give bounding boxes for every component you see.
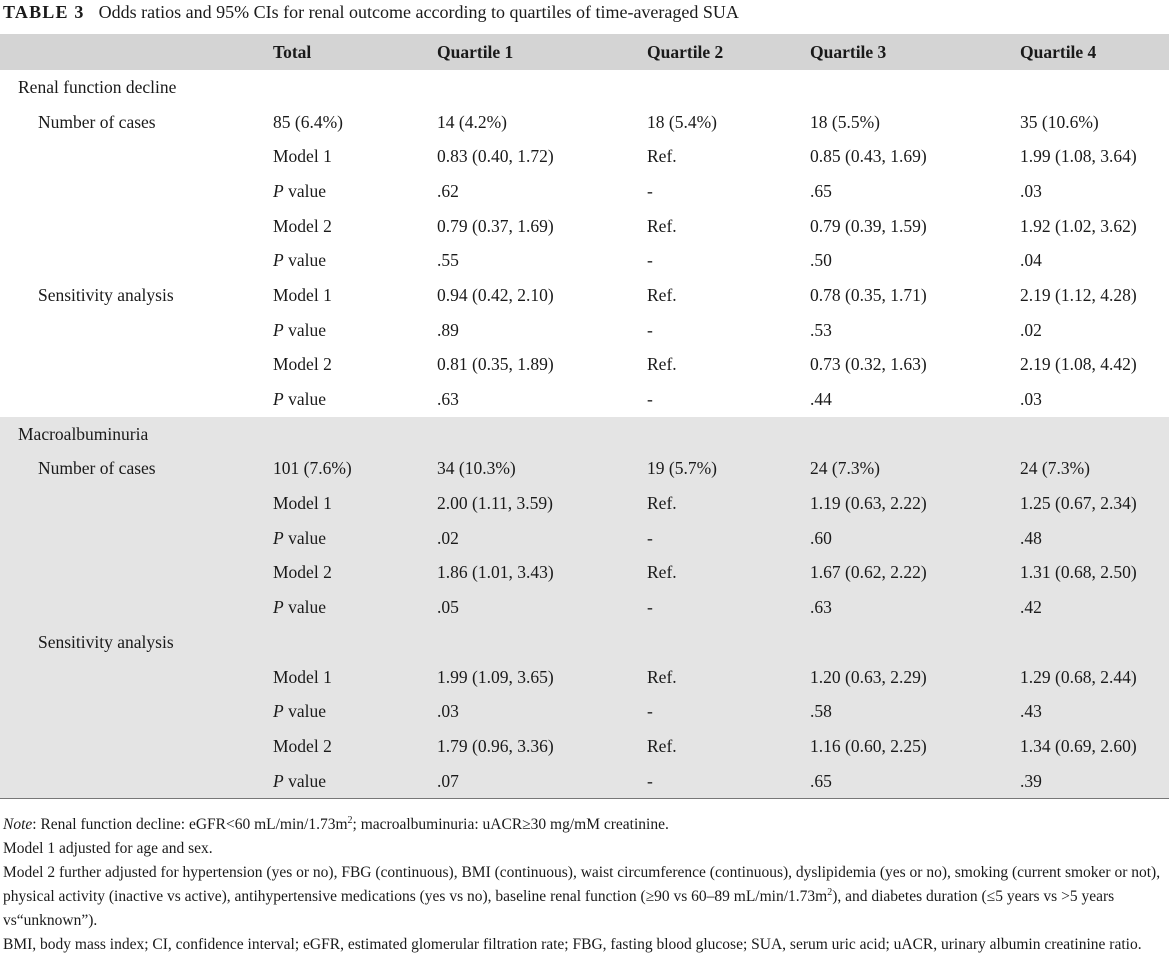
note-model1: Model 1 adjusted for age and sex. xyxy=(3,840,213,857)
row-label: Sensitivity analysis xyxy=(38,284,174,305)
table-cell: 1.25 (0.67, 2.34) xyxy=(1020,493,1137,514)
table-cell: .62 xyxy=(437,180,459,201)
table-row xyxy=(0,105,1169,140)
table-cell: .03 xyxy=(437,701,459,722)
table-row xyxy=(0,70,1169,105)
table-cell: 0.79 (0.37, 1.69) xyxy=(437,215,554,236)
table-cell: 0.81 (0.35, 1.89) xyxy=(437,354,554,375)
table-cell: 1.99 (1.09, 3.65) xyxy=(437,666,554,687)
table-row xyxy=(0,521,1169,556)
table-cell: Model 2 xyxy=(273,735,332,756)
note-label: Note xyxy=(3,816,33,833)
table-cell: 2.19 (1.12, 4.28) xyxy=(1020,284,1137,305)
table-cell: 0.83 (0.40, 1.72) xyxy=(437,146,554,167)
row-label xyxy=(0,556,273,591)
table-cell: 24 (7.3%) xyxy=(810,458,880,479)
table-cell: .04 xyxy=(1020,250,1042,271)
table-cell: Model 2 xyxy=(273,562,332,583)
table-cell: Model 1 xyxy=(273,146,332,167)
table-cell: Model 2 xyxy=(273,215,332,236)
row-label xyxy=(0,139,273,174)
table-cell: .48 xyxy=(1020,527,1042,548)
note-text: : Renal function decline: eGFR<60 mL/min/1.73m xyxy=(32,816,348,833)
row-label xyxy=(0,694,273,729)
table-cell: .53 xyxy=(810,319,832,340)
table-cell: - xyxy=(647,527,653,548)
odds-ratio-table xyxy=(0,34,1169,799)
table-cell: 1.34 (0.69, 2.60) xyxy=(1020,735,1137,756)
table-cell: Ref. xyxy=(647,215,677,236)
table-label: TABLE 3 xyxy=(3,2,85,22)
row-label xyxy=(0,382,273,417)
table-cell: 24 (7.3%) xyxy=(1020,458,1090,479)
table-cell: .07 xyxy=(437,764,647,799)
table-cell: 19 (5.7%) xyxy=(647,458,717,479)
table-cell: .02 xyxy=(1020,319,1042,340)
table-cell: 1.20 (0.63, 2.29) xyxy=(810,666,927,687)
table-cell: 18 (5.4%) xyxy=(647,111,717,132)
table-cell: 0.78 (0.35, 1.71) xyxy=(810,284,927,305)
table-cell xyxy=(437,625,647,660)
table-cell: .65 xyxy=(810,764,1020,799)
row-label xyxy=(0,521,273,556)
table-row xyxy=(0,382,1169,417)
table-cell: .58 xyxy=(810,701,832,722)
table-row xyxy=(0,313,1169,348)
table-cell xyxy=(647,70,810,105)
table-cell: P value xyxy=(273,527,326,548)
table-cell: - xyxy=(647,180,653,201)
table-cell: 1.99 (1.08, 3.64) xyxy=(1020,146,1137,167)
table-footnotes xyxy=(3,813,1163,957)
table-cell: P value xyxy=(273,389,326,410)
table-cell: P value xyxy=(273,180,326,201)
table-cell: 85 (6.4%) xyxy=(273,111,343,132)
note-text: Model 2 further adjusted for hypertension (yes or no), FBG (continuous), BMI (continuous), waist circumference (continuous), dyslipidemia (yes or no), smoking (current smoker or not), physical activity (inactive vs active), antihypertensive medications (yes vs no), baseline renal function (≥90 vs 60–89 mL/min/1.73m xyxy=(3,864,1161,905)
table-cell: - xyxy=(647,319,653,340)
row-label: Sensitivity analysis xyxy=(38,631,174,652)
table-cell: .44 xyxy=(810,389,832,410)
note-abbreviations: BMI, body mass index; CI, confidence interval; eGFR, estimated glomerular filtration rate; FBG, fasting blood glucose; SUA, serum uric acid; uACR, urinary albumin creatinine ratio. xyxy=(3,936,1142,953)
table-row xyxy=(0,660,1169,695)
table-row xyxy=(0,174,1169,209)
table-row xyxy=(0,486,1169,521)
table-row xyxy=(0,694,1169,729)
table-cell: 0.73 (0.32, 1.63) xyxy=(810,354,927,375)
table-cell: 1.92 (1.02, 3.62) xyxy=(1020,215,1137,236)
table-cell: .43 xyxy=(1020,701,1042,722)
table-cell: - xyxy=(647,250,653,271)
table-cell xyxy=(437,70,647,105)
table-cell: 101 (7.6%) xyxy=(273,458,352,479)
table-cell: .63 xyxy=(437,389,459,410)
table-cell xyxy=(273,625,437,660)
row-label xyxy=(0,764,273,799)
table-cell: P value xyxy=(273,319,326,340)
table-cell: .39 xyxy=(1020,764,1169,799)
table-cell xyxy=(810,70,1020,105)
table-cell xyxy=(810,625,1020,660)
table-cell xyxy=(647,625,810,660)
table-cell xyxy=(437,417,647,452)
note-model2 xyxy=(3,861,1163,933)
table-cell: 1.19 (0.63, 2.22) xyxy=(810,493,927,514)
table-cell: 1.67 (0.62, 2.22) xyxy=(810,562,927,583)
table-cell: .03 xyxy=(1020,389,1042,410)
row-label xyxy=(0,348,273,383)
row-label xyxy=(0,590,273,625)
table-cell: .50 xyxy=(810,250,832,271)
header-cell: Quartile 4 xyxy=(1020,41,1097,62)
table-cell: Ref. xyxy=(647,493,677,514)
table-cell: - xyxy=(647,597,653,618)
table-row xyxy=(0,590,1169,625)
table-cell: 14 (4.2%) xyxy=(437,111,507,132)
table-row xyxy=(0,764,1169,799)
note-superscript: 2 xyxy=(347,814,353,826)
header-cell: Quartile 2 xyxy=(647,41,724,62)
table-cell: .03 xyxy=(1020,180,1042,201)
table-body xyxy=(0,70,1169,799)
table-row xyxy=(0,209,1169,244)
table-row xyxy=(0,417,1169,452)
table-cell: 0.94 (0.42, 2.10) xyxy=(437,284,554,305)
row-label xyxy=(0,243,273,278)
header-cell: Quartile 3 xyxy=(810,41,887,62)
table-cell xyxy=(647,417,810,452)
table-cell: P value xyxy=(273,764,437,799)
row-label xyxy=(0,313,273,348)
table-cell: .60 xyxy=(810,527,832,548)
table-cell: 1.29 (0.68, 2.44) xyxy=(1020,666,1137,687)
table-cell: .65 xyxy=(810,180,832,201)
table-cell: .05 xyxy=(437,597,459,618)
table-cell: Model 2 xyxy=(273,354,332,375)
table-cell: .42 xyxy=(1020,597,1042,618)
row-label: Number of cases xyxy=(38,111,156,132)
table-cell xyxy=(1020,70,1169,105)
table-cell: P value xyxy=(273,701,326,722)
table-cell: Ref. xyxy=(647,146,677,167)
table-title: Odds ratios and 95% CIs for renal outcome according to quartiles of time-averaged SUA xyxy=(98,2,739,22)
table-row xyxy=(0,278,1169,313)
table-cell: P value xyxy=(273,250,326,271)
table-cell: 1.86 (1.01, 3.43) xyxy=(437,562,554,583)
table-row xyxy=(0,729,1169,764)
table-row xyxy=(0,452,1169,487)
table-cell: Model 1 xyxy=(273,666,332,687)
row-label xyxy=(0,174,273,209)
table-cell: Ref. xyxy=(647,562,677,583)
table-cell: 2.19 (1.08, 4.42) xyxy=(1020,354,1137,375)
table-cell xyxy=(273,70,437,105)
table-caption xyxy=(3,1,739,23)
table-row xyxy=(0,139,1169,174)
row-label xyxy=(0,729,273,764)
table-cell xyxy=(1020,417,1169,452)
row-label xyxy=(0,660,273,695)
note-text: ), and diabetes duration (≤5 years vs >5 years vs“unknown”). xyxy=(3,888,1115,929)
table-row xyxy=(0,243,1169,278)
table-cell: Ref. xyxy=(647,354,677,375)
note-superscript: 2 xyxy=(827,886,833,898)
table-row xyxy=(0,556,1169,591)
table-cell: .63 xyxy=(810,597,832,618)
table-cell: 2.00 (1.11, 3.59) xyxy=(437,493,554,514)
table-cell: .89 xyxy=(437,319,459,340)
table-cell: 1.31 (0.68, 2.50) xyxy=(1020,562,1137,583)
row-label: Number of cases xyxy=(38,458,156,479)
table-cell: Ref. xyxy=(647,284,677,305)
table-cell: 18 (5.5%) xyxy=(810,111,880,132)
table-row xyxy=(0,348,1169,383)
table-cell: Ref. xyxy=(647,735,677,756)
table-cell: 0.85 (0.43, 1.69) xyxy=(810,146,927,167)
note-text: ; macroalbuminuria: uACR≥30 mg/mM creatinine. xyxy=(352,816,669,833)
table-cell: .55 xyxy=(437,250,459,271)
header-cell: Quartile 1 xyxy=(437,41,514,62)
table-cell: 34 (10.3%) xyxy=(437,458,516,479)
table-cell: Model 1 xyxy=(273,493,332,514)
row-label: Macroalbuminuria xyxy=(18,423,149,444)
row-label xyxy=(0,486,273,521)
table-cell: Model 1 xyxy=(273,284,332,305)
table-cell: - xyxy=(647,764,810,799)
table-cell xyxy=(1020,625,1169,660)
table-cell: - xyxy=(647,389,653,410)
table-cell: 1.16 (0.60, 2.25) xyxy=(810,735,927,756)
table-cell: .02 xyxy=(437,527,459,548)
header-cell: Total xyxy=(273,41,312,62)
table-cell: Ref. xyxy=(647,666,677,687)
header-row xyxy=(0,34,1169,70)
note-definitions xyxy=(3,813,1163,837)
table-cell: 1.79 (0.96, 3.36) xyxy=(437,735,554,756)
row-label xyxy=(0,209,273,244)
table-cell: P value xyxy=(273,597,326,618)
table-cell xyxy=(273,417,437,452)
table-row xyxy=(0,625,1169,660)
table-cell: 35 (10.6%) xyxy=(1020,111,1099,132)
header-cell xyxy=(0,34,273,70)
table-cell: 0.79 (0.39, 1.59) xyxy=(810,215,927,236)
table-cell xyxy=(810,417,1020,452)
table-cell: - xyxy=(647,701,653,722)
row-label: Renal function decline xyxy=(18,76,177,97)
